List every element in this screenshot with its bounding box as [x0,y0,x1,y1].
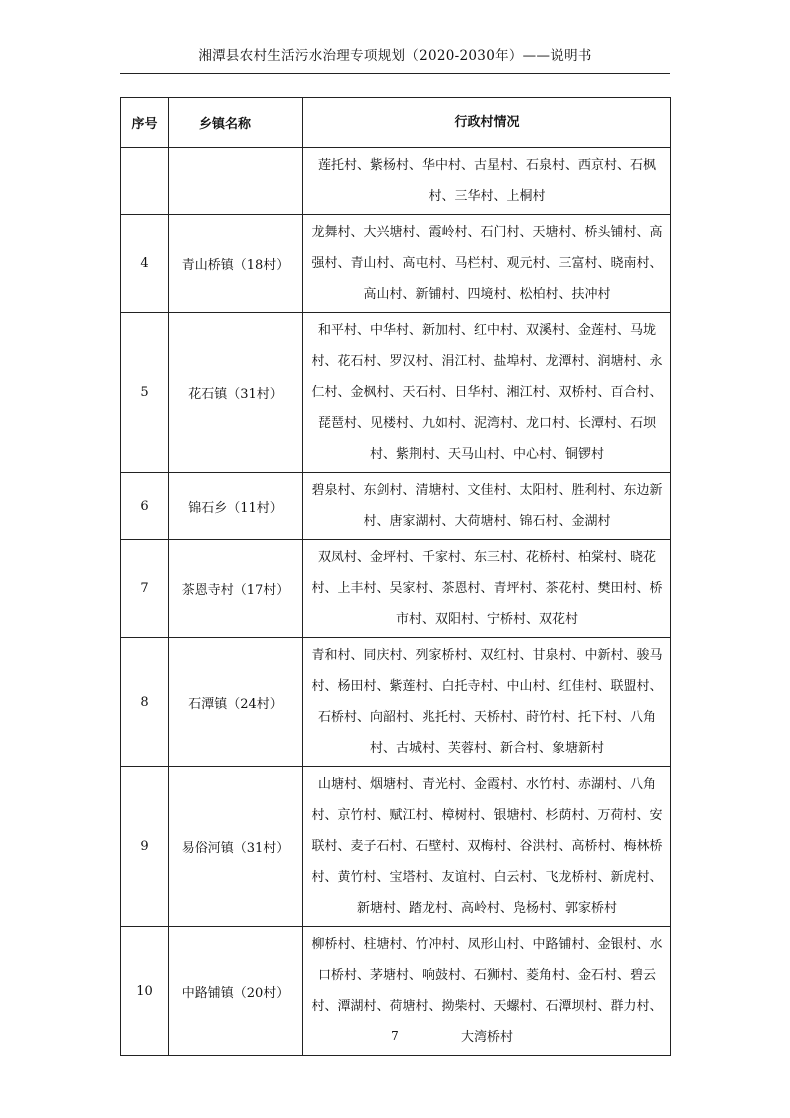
row-villages: 莲托村、紫杨村、华中村、古星村、石泉村、西京村、石枫村、三华村、上桐村 [303,148,671,215]
table-row [121,638,671,767]
row-town: 石潭镇（24村） [169,638,303,767]
row-villages: 柳桥村、柱塘村、竹冲村、凤形山村、中路铺村、金银村、水口桥村、茅塘村、响鼓村、石狮村、菱角村、金石村、碧云村、潭湖村、荷塘村、拗柴村、天螺村、石潭坝村、群力村、大湾桥村 [303,927,671,1056]
page-header-title: 湘潭县农村生活污水治理专项规划（2020-2030年）——说明书 [198,48,592,64]
village-table [120,97,671,1056]
table-header-row [121,98,671,148]
row-villages: 山塘村、烟塘村、青光村、金霞村、水竹村、赤湖村、八角村、京竹村、赋江村、樟树村、银塘村、杉荫村、万荷村、安联村、麦子石村、石壁村、双梅村、谷洪村、高桥村、梅林桥村、黄竹村、宝塔村、友谊村、白云村、飞龙桥村、新虎村、新塘村、踏龙村、高岭村、凫杨村、郭家桥村 [303,767,671,927]
table-row [121,767,671,927]
column-header-villages: 行政村情况 [303,98,671,148]
column-header-no: 序号 [121,98,169,148]
row-town: 中路铺镇（20村） [169,927,303,1056]
table-row [121,540,671,638]
row-town: 易俗河镇（31村） [169,767,303,927]
row-number [121,148,169,215]
header-rule [120,73,670,74]
table-row [121,148,671,215]
row-villages: 龙舞村、大兴塘村、霞岭村、石门村、天塘村、桥头铺村、高强村、青山村、高屯村、马栏村、观元村、三富村、晓南村、高山村、新铺村、四境村、松柏村、扶冲村 [303,215,671,313]
page-number: 7 [391,1029,399,1043]
row-town: 锦石乡（11村） [169,473,303,540]
row-number: 5 [121,313,169,473]
row-town [169,148,303,215]
row-number: 7 [121,540,169,638]
row-number: 9 [121,767,169,927]
table-row [121,473,671,540]
row-villages: 和平村、中华村、新加村、红中村、双溪村、金莲村、马垅村、花石村、罗汉村、涓江村、盐埠村、龙潭村、润塘村、永仁村、金枫村、天石村、日华村、湘江村、双桥村、百合村、琵琶村、见楼村、九如村、泥湾村、龙口村、长潭村、石坝村、紫荆村、天马山村、中心村、铜锣村 [303,313,671,473]
row-number: 8 [121,638,169,767]
row-town: 茶恩寺村（17村） [169,540,303,638]
row-number: 10 [121,927,169,1056]
table-row [121,215,671,313]
row-number: 4 [121,215,169,313]
row-villages: 碧泉村、东剑村、清塘村、文佳村、太阳村、胜利村、东边新村、唐家湖村、大荷塘村、锦石村、金湖村 [303,473,671,540]
row-town: 青山桥镇（18村） [169,215,303,313]
row-town: 花石镇（31村） [169,313,303,473]
row-villages: 青和村、同庆村、列家桥村、双红村、甘泉村、中新村、骏马村、杨田村、紫莲村、白托寺村、中山村、红佳村、联盟村、石桥村、向韶村、兆托村、天桥村、莳竹村、托下村、八角村、古城村、芙蓉村、新合村、象塘新村 [303,638,671,767]
row-number: 6 [121,473,169,540]
table-row [121,313,671,473]
row-villages: 双凤村、金坪村、千家村、东三村、花桥村、柏棠村、晓花村、上丰村、吴家村、茶恩村、青坪村、茶花村、樊田村、桥市村、双阳村、宁桥村、双花村 [303,540,671,638]
column-header-town: 乡镇名称 [169,98,303,148]
